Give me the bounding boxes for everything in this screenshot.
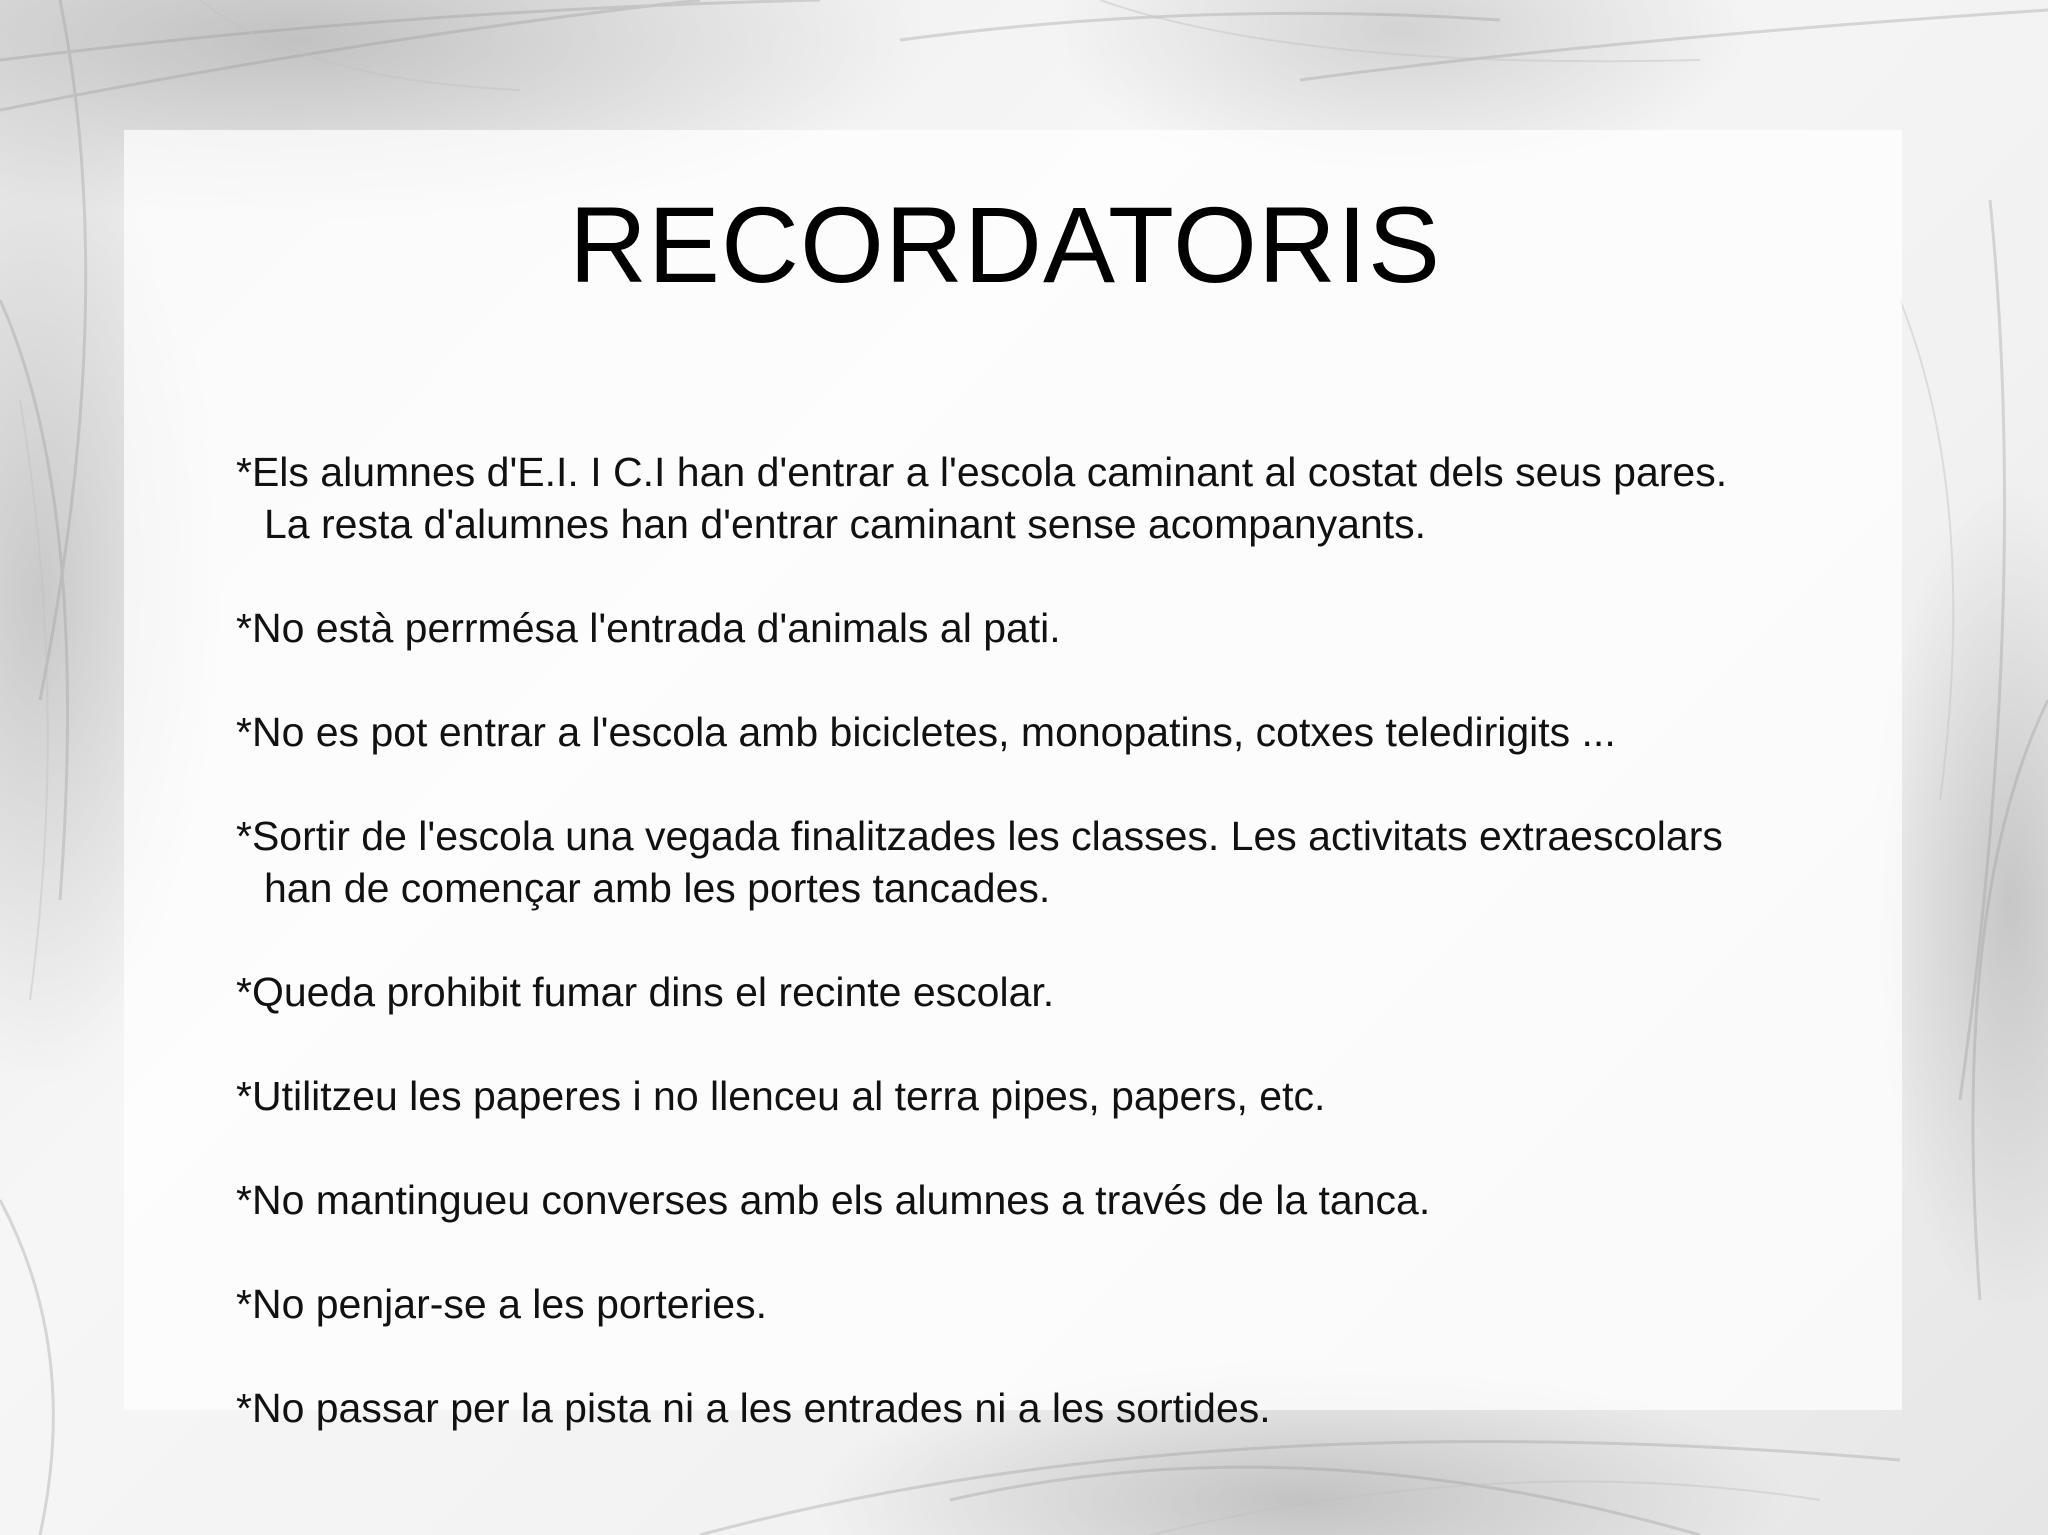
list-item-text: *No està perrmésa l'entrada d'animals al pati.: [236, 605, 1061, 651]
list-item: [236, 602, 1936, 654]
list-item-text: *No mantingueu converses amb els alumnes a través de la tanca.: [236, 1177, 1431, 1223]
list-item: [236, 1174, 1936, 1226]
list-item: [236, 1070, 1936, 1122]
list-item: [236, 706, 1936, 758]
list-item-text: *Els alumnes d'E.I. I C.I han d'entrar a l'escola caminant al costat dels seus pares.: [236, 449, 1728, 495]
list-item: [236, 810, 1936, 914]
slide-title: RECORDATORIS: [568, 184, 1442, 305]
reminders-list: [236, 446, 1936, 1486]
list-item-continuation: han de començar amb les portes tancades.: [264, 865, 1051, 911]
list-item-text: *Utilitzeu les paperes i no llenceu al terra pipes, papers, etc.: [236, 1073, 1326, 1119]
list-item: [236, 446, 1936, 550]
list-item-continuation: La resta d'alumnes han d'entrar caminant sense acompanyants.: [264, 501, 1427, 547]
list-item-text: *No es pot entrar a l'escola amb bicicletes, monopatins, cotxes teledirigits ...: [236, 709, 1616, 755]
list-item-text: *Sortir de l'escola una vegada finalitzades les classes. Les activitats extraescolars: [236, 813, 1723, 859]
list-item: [236, 1278, 1936, 1330]
list-item-text: *No passar per la pista ni a les entrades ni a les sortides.: [236, 1385, 1271, 1431]
list-item: [236, 966, 1936, 1018]
list-item-text: *Queda prohibit fumar dins el recinte escolar.: [236, 969, 1055, 1015]
list-item: [236, 1382, 1936, 1434]
list-item-text: *No penjar-se a les porteries.: [236, 1281, 767, 1327]
